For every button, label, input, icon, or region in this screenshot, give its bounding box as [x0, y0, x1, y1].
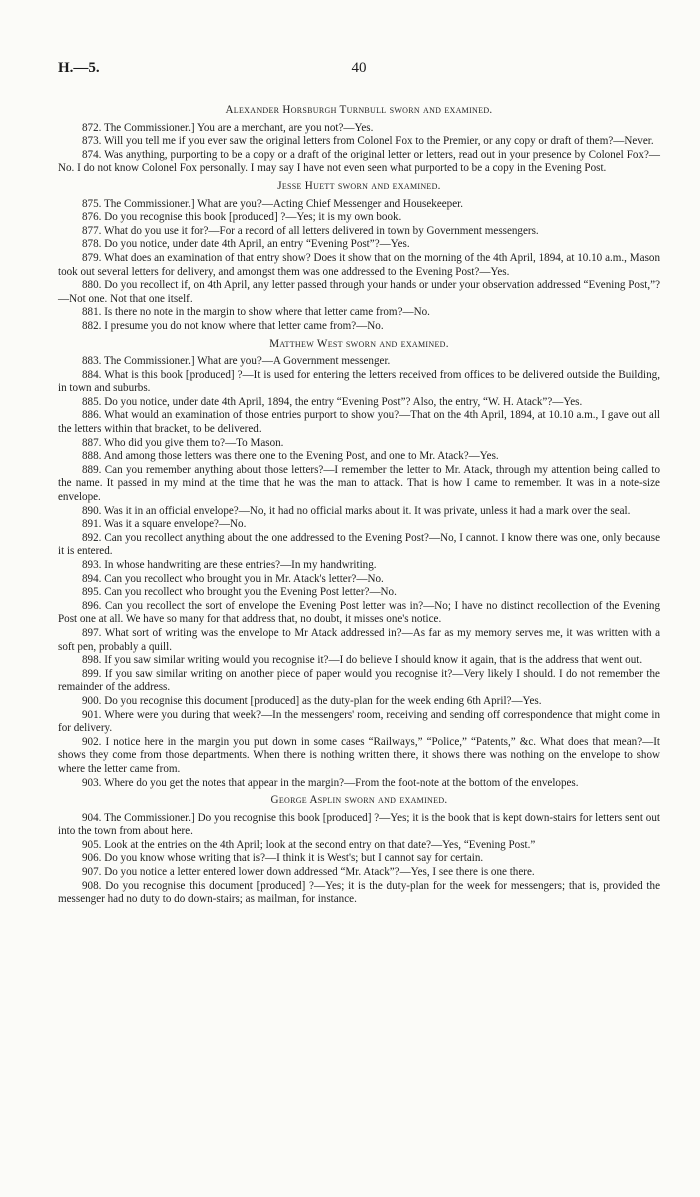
witness-heading: Alexander Horsburgh Turnbull sworn and examined.	[225, 104, 493, 116]
paragraph: 883. The Commissioner.] What are you?—A Government messenger.	[82, 355, 391, 368]
paragraph: 892. Can you recollect anything about the one addressed to the Evening Post?—No, I cannot. I know there was one, only because it is entered.	[58, 531, 660, 558]
paragraph: 873. Will you tell me if you ever saw the original letters from Colonel Fox to the Premier, or any copy or draft of them?—Never.	[82, 135, 654, 148]
witness-heading: Matthew West sworn and examined.	[269, 337, 449, 350]
paragraph: 880. Do you recollect if, on 4th April, any letter passed through your hands or under your observation addressed “Evening Post,”?—Not one. Not that one itself.	[58, 279, 660, 305]
paragraph: 888. And among those letters was there one to the Evening Post, and one to Mr. Atack?—Yes.	[82, 450, 499, 463]
section-west	[58, 338, 660, 791]
section-turnbull	[58, 104, 660, 176]
paragraph: 885. Do you notice, under date 4th April, 1894, the entry “Evening Post”? Also, the entry, “W. H. Atack”?—Yes.	[82, 395, 583, 408]
paragraph: 899. If you saw similar writing on another piece of paper would you recognise it?—Very likely I should. I do not remember the remainder of the address.	[58, 667, 660, 694]
paragraph: 908. Do you recognise this document [produced] ?—Yes; it is the duty-plan for the week for messengers; that is, provided the messenger had no duty to do down-stairs; as mailman, for instance.	[58, 879, 660, 906]
witness-heading: George Asplin sworn and examined.	[270, 794, 448, 807]
page-number: 40	[351, 60, 367, 76]
paragraph: 878. Do you notice, under date 4th April, an entry “Evening Post”?—Yes.	[82, 238, 410, 251]
paragraph: 882. I presume you do not know where that letter came from?—No.	[82, 319, 384, 332]
paragraph: 879. What does an examination of that entry show? Does it show that on the morning of the 4th April, 1894, at 10.10 a.m., Mason took out several letters for delivery, and amongst them was one addressed to the Evening Post?—Yes.	[58, 251, 660, 278]
page-header	[58, 62, 660, 84]
document-code: H.—5.	[58, 60, 100, 76]
section-asplin	[58, 794, 660, 907]
paragraph: 905. Look at the entries on the 4th April; look at the second entry on that date?—Yes, “Evening Post.”	[82, 838, 536, 851]
paragraph: 876. Do you recognise this book [produced] ?—Yes; it is my own book.	[82, 211, 402, 224]
paragraph: 902. I notice here in the margin you put down in some cases “Railways,” “Police,” “Patents,” &c. What does that mean?—It shows they come from those departments. When there is nothing written there, it shows there was nothing on the envelope to show where the letter came from.	[58, 735, 660, 775]
paragraph: 886. What would an examination of those entries purport to show you?—That on the 4th April, 1894, at 10.10 a.m., I gave out all the letters within that bracket, to be delivered.	[58, 409, 660, 436]
paragraph: 872. The Commissioner.] You are a merchant, are you not?—Yes.	[82, 121, 374, 134]
paragraph: 903. Where do you get the notes that appear in the margin?—From the foot-note at the bottom of the envelopes.	[82, 776, 579, 789]
paragraph: 898. If you saw similar writing would you recognise it?—I do believe I should know it again, that is the address that went out.	[82, 654, 643, 667]
paragraph: 881. Is there no note in the margin to show where that letter came from?—No.	[82, 306, 430, 319]
paragraph: 887. Who did you give them to?—To Mason.	[82, 436, 284, 449]
paragraph: 874. Was anything, purporting to be a copy or a draft of the original letter or letters, read out in your presence by Colonel Fox?—No. I do not know Colonel Fox personally. I may say I have not even seen what purported to be a copy in the Evening Post.	[58, 148, 660, 175]
paragraph: 894. Can you recollect who brought you in Mr. Atack's letter?—No.	[82, 572, 384, 585]
paragraph: 906. Do you know whose writing that is?—I think it is West's; but I cannot say for certain.	[82, 852, 484, 865]
paragraph: 893. In whose handwriting are these entries?—In my handwriting.	[82, 559, 377, 571]
witness-heading: Jesse Huett sworn and examined.	[277, 179, 441, 192]
paragraph: 891. Was it a square envelope?—No.	[82, 518, 247, 531]
paragraph: 900. Do you recognise this document [produced] as the duty-plan for the week ending 6th April?—Yes.	[82, 694, 542, 707]
paragraph: 877. What do you use it for?—For a record of all letters delivered in town by Government messengers.	[82, 224, 539, 237]
paragraph: 907. Do you notice a letter entered lower down addressed “Mr. Atack”?—Yes, I see there is one there.	[82, 866, 535, 879]
section-huett	[58, 180, 660, 334]
paragraph: 895. Can you recollect who brought you the Evening Post letter?—No.	[82, 586, 397, 599]
paragraph: 890. Was it in an official envelope?—No, it had no official marks about it. It was private, unless it had a mark over the seal.	[82, 504, 631, 517]
paragraph: 897. What sort of writing was the envelope to Mr Atack addressed in?—As far as my memory serves me, it was written with a soft pen, probably a quill.	[58, 626, 660, 653]
paragraph: 901. Where were you during that week?—In the messengers' room, receiving and sending off correspondence that might come in for delivery.	[58, 708, 660, 735]
paragraph: 904. The Commissioner.] Do you recognise this book [produced] ?—Yes; it is the book that is kept down-stairs for letters sent out into the town from about here.	[58, 811, 660, 838]
paragraph: 889. Can you remember anything about those letters?—I remember the letter to Mr. Atack, through my attention being called to the name. It passed in my mind at the time that he was the man to attack. That is how I came to remember. It was in a note-size envelope.	[58, 463, 660, 504]
paragraph: 875. The Commissioner.] What are you?—Acting Chief Messenger and Housekeeper.	[82, 197, 464, 210]
paragraph: 896. Can you recollect the sort of envelope the Evening Post letter was in?—No; I have no distinct recollection of the Evening Post one at all. We have so many for that address that, no doubt, it misses one's notice.	[58, 599, 660, 626]
document-body	[58, 100, 660, 907]
paragraph: 884. What is this book [produced] ?—It is used for entering the letters received from offices to be delivered outside the Building, in town and suburbs.	[58, 368, 660, 395]
